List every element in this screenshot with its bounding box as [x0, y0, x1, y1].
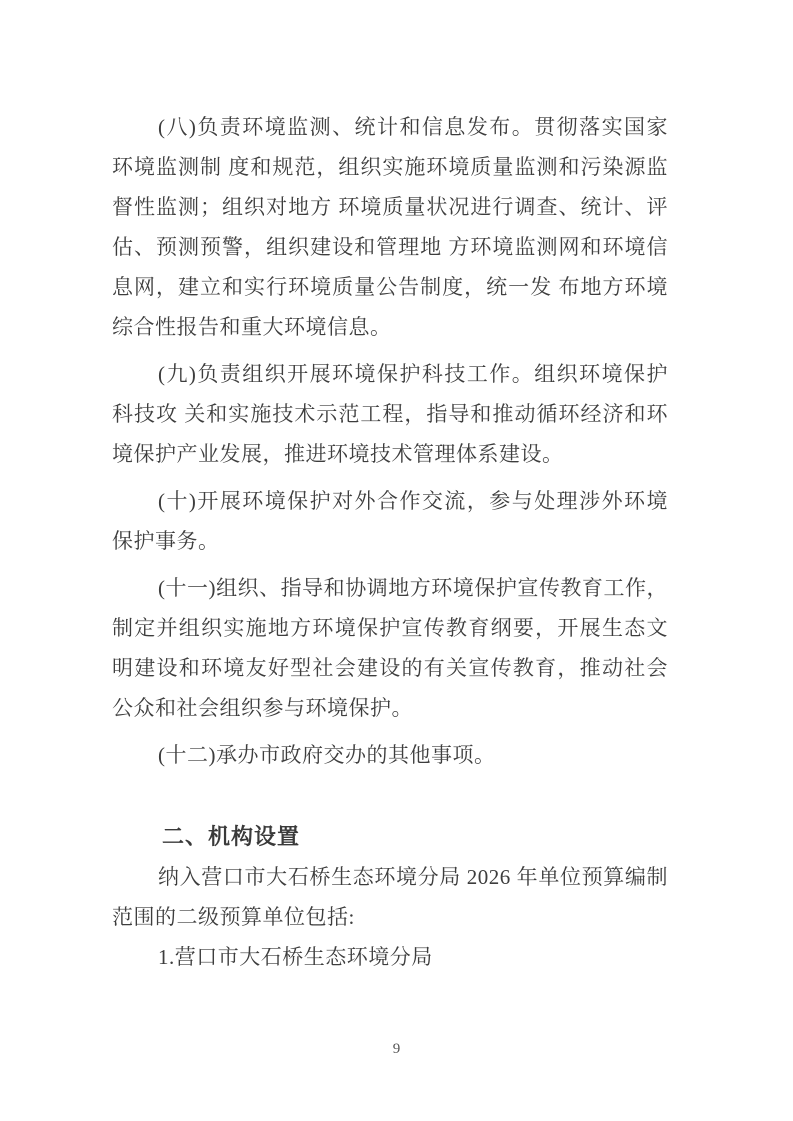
text-line: 1.营口市大石桥生态环境分局 [158, 945, 433, 969]
text-line: (九)负责组织开展环境保护科技工作。组织环境保护 [158, 362, 668, 386]
text-line: 环境监测制 度和规范，组织实施环境质量监测和污染源监 [112, 155, 668, 179]
section-heading-org-setup: 二、机构设置 [162, 824, 301, 849]
document-body [112, 107, 668, 977]
text-line: 纳入营口市大石桥生态环境分局 2026 年单位预算编制 [158, 865, 668, 889]
text-line: (十一)组织、指导和协调地方环境保护宣传教育工作， [158, 576, 668, 600]
text-line: 督性监测；组织对地方 环境质量状况进行调查、统计、评 [112, 195, 668, 219]
paragraph-duty-10 [112, 481, 668, 561]
text-line: 息网，建立和实行环境质量公告制度，统一发 布地方环境 [112, 275, 668, 299]
paragraph-duty-9 [112, 354, 668, 474]
text-line: (十)开展环境保护对外合作交流，参与处理涉外环境 [158, 489, 668, 513]
text-line: 范围的二级预算单位包括: [112, 905, 355, 929]
text-line: 制定并组织实施地方环境保护宣传教育纲要，开展生态文 [112, 616, 668, 640]
text-line: 保护事务。 [112, 529, 220, 553]
paragraph-list-item-1 [112, 937, 668, 977]
text-line: (八)负责环境监测、统计和信息发布。贯彻落实国家 [158, 115, 668, 139]
paragraph-duty-11 [112, 568, 668, 728]
paragraph-duty-12 [112, 735, 668, 775]
text-line: 估、预测预警，组织建设和管理地 方环境监测网和环境信 [112, 235, 668, 259]
paragraph-intro [112, 857, 668, 937]
paragraph-duty-8 [112, 107, 668, 347]
text-line: 明建设和环境友好型社会建设的有关宣传教育，推动社会 [112, 656, 668, 680]
text-line: 境保护产业发展，推进环境技术管理体系建设。 [112, 442, 564, 466]
text-line: 科技攻 关和实施技术示范工程，指导和推动循环经济和环 [112, 402, 668, 426]
page-number: 9 [392, 1041, 401, 1057]
text-line: 公众和社会组织参与环境保护。 [112, 696, 413, 720]
text-line: (十二)承办市政府交办的其他事项。 [158, 743, 496, 767]
text-line: 综合性报告和重大环境信息。 [112, 315, 392, 339]
